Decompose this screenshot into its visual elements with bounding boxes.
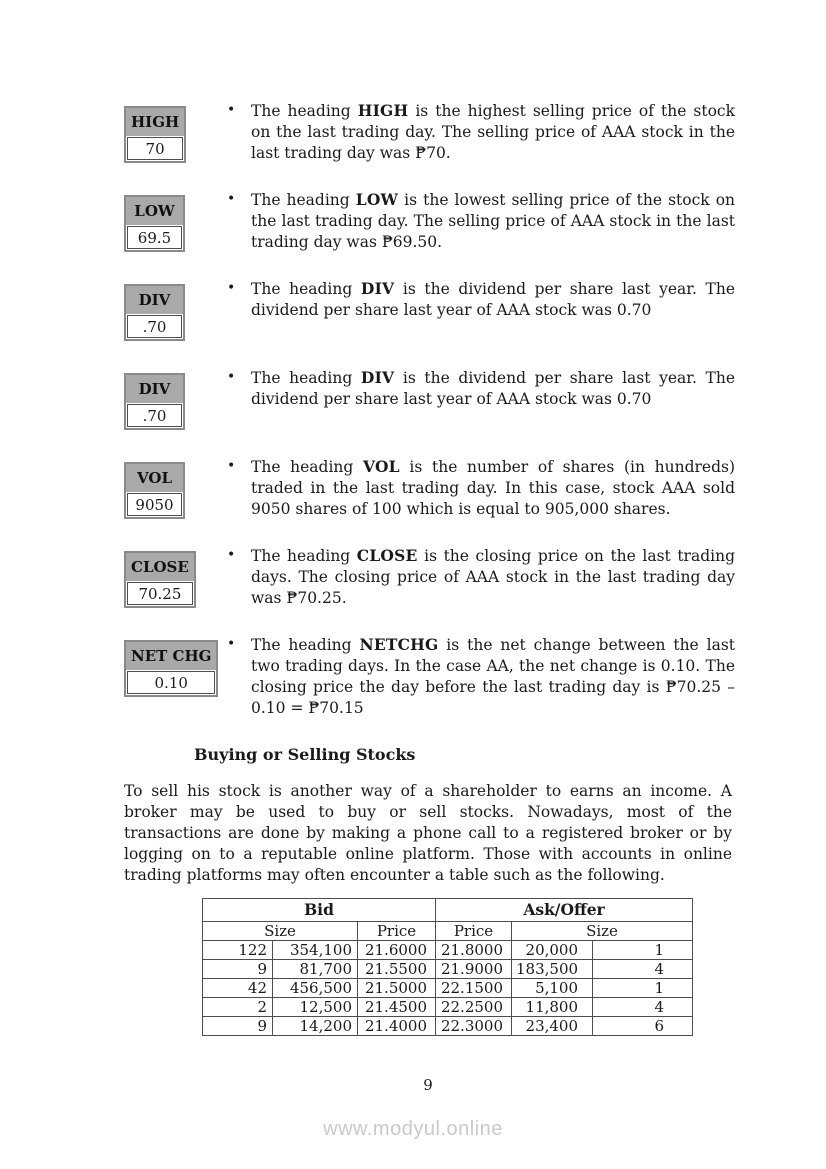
cell: 354,100 [273, 941, 358, 960]
definition-text-post: is the dividend per share last year. The dividend per share last year of AAA stock was 0.70 [251, 369, 736, 408]
cell: 1 [593, 979, 693, 998]
definition-text-pre: The heading [251, 369, 361, 387]
definition-text [251, 545, 735, 611]
definition-text-post: is the lowest selling price of the stock on the last trading day. The selling price of AAA stock in the last trading day was ₱69.50. [251, 191, 736, 251]
stat-box-value: 9050 [127, 493, 182, 516]
bullet-item [227, 456, 735, 522]
cell: 2 [203, 998, 273, 1017]
definition-text-post: is the number of shares (in hundreds) traded in the last trading day. In this case, stock AAA sold 9050 shares of 100 which is equal to 905,000 shares. [251, 458, 735, 518]
bullet-icon: • [227, 280, 236, 296]
bullet-icon: • [227, 191, 236, 207]
stat-box-vol [124, 462, 185, 519]
definition-text-post: is the dividend per share last year. The dividend per share last year of AAA stock was 0.70 [251, 280, 736, 319]
table-row [203, 979, 693, 998]
definition-term: LOW [355, 190, 399, 209]
stat-box-close [124, 551, 196, 608]
definition-text-post: is the highest selling price of the stock on the last trading day. The selling price of AAA stock in the last trading day was ₱70. [251, 102, 736, 162]
group-header-ask: Ask/Offer [436, 899, 693, 922]
definition-text-pre: The heading [251, 547, 357, 565]
cell: 183,500 [512, 960, 593, 979]
page-number: 9 [423, 1076, 433, 1094]
stat-box-label: DIV [126, 286, 183, 314]
definition-text [251, 456, 735, 522]
definition-block-close [124, 545, 734, 611]
bid-ask-table [202, 898, 693, 1036]
bullet-icon: • [227, 636, 236, 652]
definition-term: NETCHG [359, 635, 439, 654]
stat-box-label: HIGH [126, 108, 184, 136]
cell: 22.1500 [436, 979, 512, 998]
group-header-bid: Bid [203, 899, 436, 922]
cell: 6 [593, 1017, 693, 1036]
definition-term: HIGH [357, 101, 409, 120]
table-row [203, 960, 693, 979]
stat-box-label: CLOSE [126, 553, 194, 581]
bullet-icon: • [227, 102, 236, 118]
sub-header-bid-size: Size [203, 922, 358, 941]
cell: 1 [593, 941, 693, 960]
definition-text-pre: The heading [251, 636, 360, 654]
definition-text-pre: The heading [251, 102, 358, 120]
stat-box-label: VOL [126, 464, 183, 492]
cell: 21.4000 [358, 1017, 436, 1036]
stat-box-div-1 [124, 284, 185, 341]
definition-text [251, 367, 735, 433]
definition-term: DIV [360, 279, 395, 298]
definition-text-post: is the closing price on the last trading days. The closing price of AAA stock in the last trading day was ₱70.25. [251, 547, 735, 607]
cell: 456,500 [273, 979, 358, 998]
cell: 20,000 [512, 941, 593, 960]
cell: 21.5000 [358, 979, 436, 998]
bullet-item [227, 100, 735, 166]
stat-box-netchg [124, 640, 218, 697]
sub-header-ask-price: Price [436, 922, 512, 941]
cell: 11,800 [512, 998, 593, 1017]
cell: 12,500 [273, 998, 358, 1017]
section-heading: Buying or Selling Stocks [194, 745, 416, 764]
stat-box-column [124, 189, 227, 255]
cell: 21.8000 [436, 941, 512, 960]
stat-box-value: 69.5 [127, 226, 182, 249]
table-row [203, 1017, 693, 1036]
definition-text-post: is the net change between the last two trading days. In the case AA, the net change is 0.10. The closing price the day before the last trading day is ₱70.25 – 0.10 = ₱70.15 [251, 636, 735, 717]
definition-block-netchg [124, 634, 734, 719]
cell: 21.5500 [358, 960, 436, 979]
definition-text-pre: The heading [251, 191, 356, 209]
stat-box-low [124, 195, 185, 252]
cell: 81,700 [273, 960, 358, 979]
stat-box-column [124, 456, 227, 522]
stat-box-value: .70 [127, 404, 182, 427]
stat-box-value: .70 [127, 315, 182, 338]
cell: 9 [203, 960, 273, 979]
definition-text-pre: The heading [251, 280, 361, 298]
definition-term: CLOSE [356, 546, 418, 565]
definition-text [251, 278, 735, 344]
cell: 21.9000 [436, 960, 512, 979]
bullet-icon: • [227, 458, 236, 474]
stat-box-label: NET CHG [126, 642, 216, 670]
stat-box-high [124, 106, 186, 163]
cell: 4 [593, 960, 693, 979]
stat-box-value: 70 [127, 137, 183, 160]
definition-block-low [124, 189, 734, 255]
cell: 22.3000 [436, 1017, 512, 1036]
cell: 14,200 [273, 1017, 358, 1036]
definition-text [251, 100, 735, 166]
stat-box-column [124, 100, 227, 166]
definition-block-high [124, 100, 734, 166]
bullet-icon: • [227, 369, 236, 385]
stat-box-column [124, 278, 227, 344]
table-row [203, 941, 693, 960]
sub-header-bid-price: Price [358, 922, 436, 941]
intro-paragraph: To sell his stock is another way of a shareholder to earns an income. A broker may be used to buy or sell stocks. Nowadays, most of the transactions are done by making a phone call to a registered broker or by logging on to a reputable online platform. Those with accounts in online trading platforms may often encounter a table such as the following. [124, 782, 732, 884]
bullet-item [227, 634, 735, 719]
cell: 21.4500 [358, 998, 436, 1017]
definition-block-div-1 [124, 278, 734, 344]
bullet-item [227, 545, 735, 611]
cell: 22.2500 [436, 998, 512, 1017]
definition-term: VOL [363, 457, 400, 476]
definition-text [251, 189, 735, 255]
stat-box-column [124, 545, 227, 611]
definition-term: DIV [360, 368, 395, 387]
cell: 4 [593, 998, 693, 1017]
cell: 23,400 [512, 1017, 593, 1036]
bullet-item [227, 189, 735, 255]
stat-box-value: 0.10 [127, 671, 215, 694]
watermark: www.modyul.online [323, 1118, 503, 1140]
bullet-item [227, 367, 735, 433]
stat-box-label: LOW [126, 197, 183, 225]
stat-box-value: 70.25 [127, 582, 193, 605]
stat-box-label: DIV [126, 375, 183, 403]
table-group-header-row [203, 899, 693, 922]
cell: 122 [203, 941, 273, 960]
stat-box-column [124, 367, 227, 433]
stat-box-column [124, 634, 227, 719]
definition-text [251, 634, 735, 719]
definition-block-div-2 [124, 367, 734, 433]
definition-text-pre: The heading [251, 458, 363, 476]
cell: 21.6000 [358, 941, 436, 960]
sub-header-ask-size: Size [512, 922, 693, 941]
table-sub-header-row [203, 922, 693, 941]
bullet-icon: • [227, 547, 236, 563]
cell: 9 [203, 1017, 273, 1036]
cell: 5,100 [512, 979, 593, 998]
cell: 42 [203, 979, 273, 998]
stat-box-div-2 [124, 373, 185, 430]
definition-block-vol [124, 456, 734, 522]
table-row [203, 998, 693, 1017]
bullet-item [227, 278, 735, 344]
